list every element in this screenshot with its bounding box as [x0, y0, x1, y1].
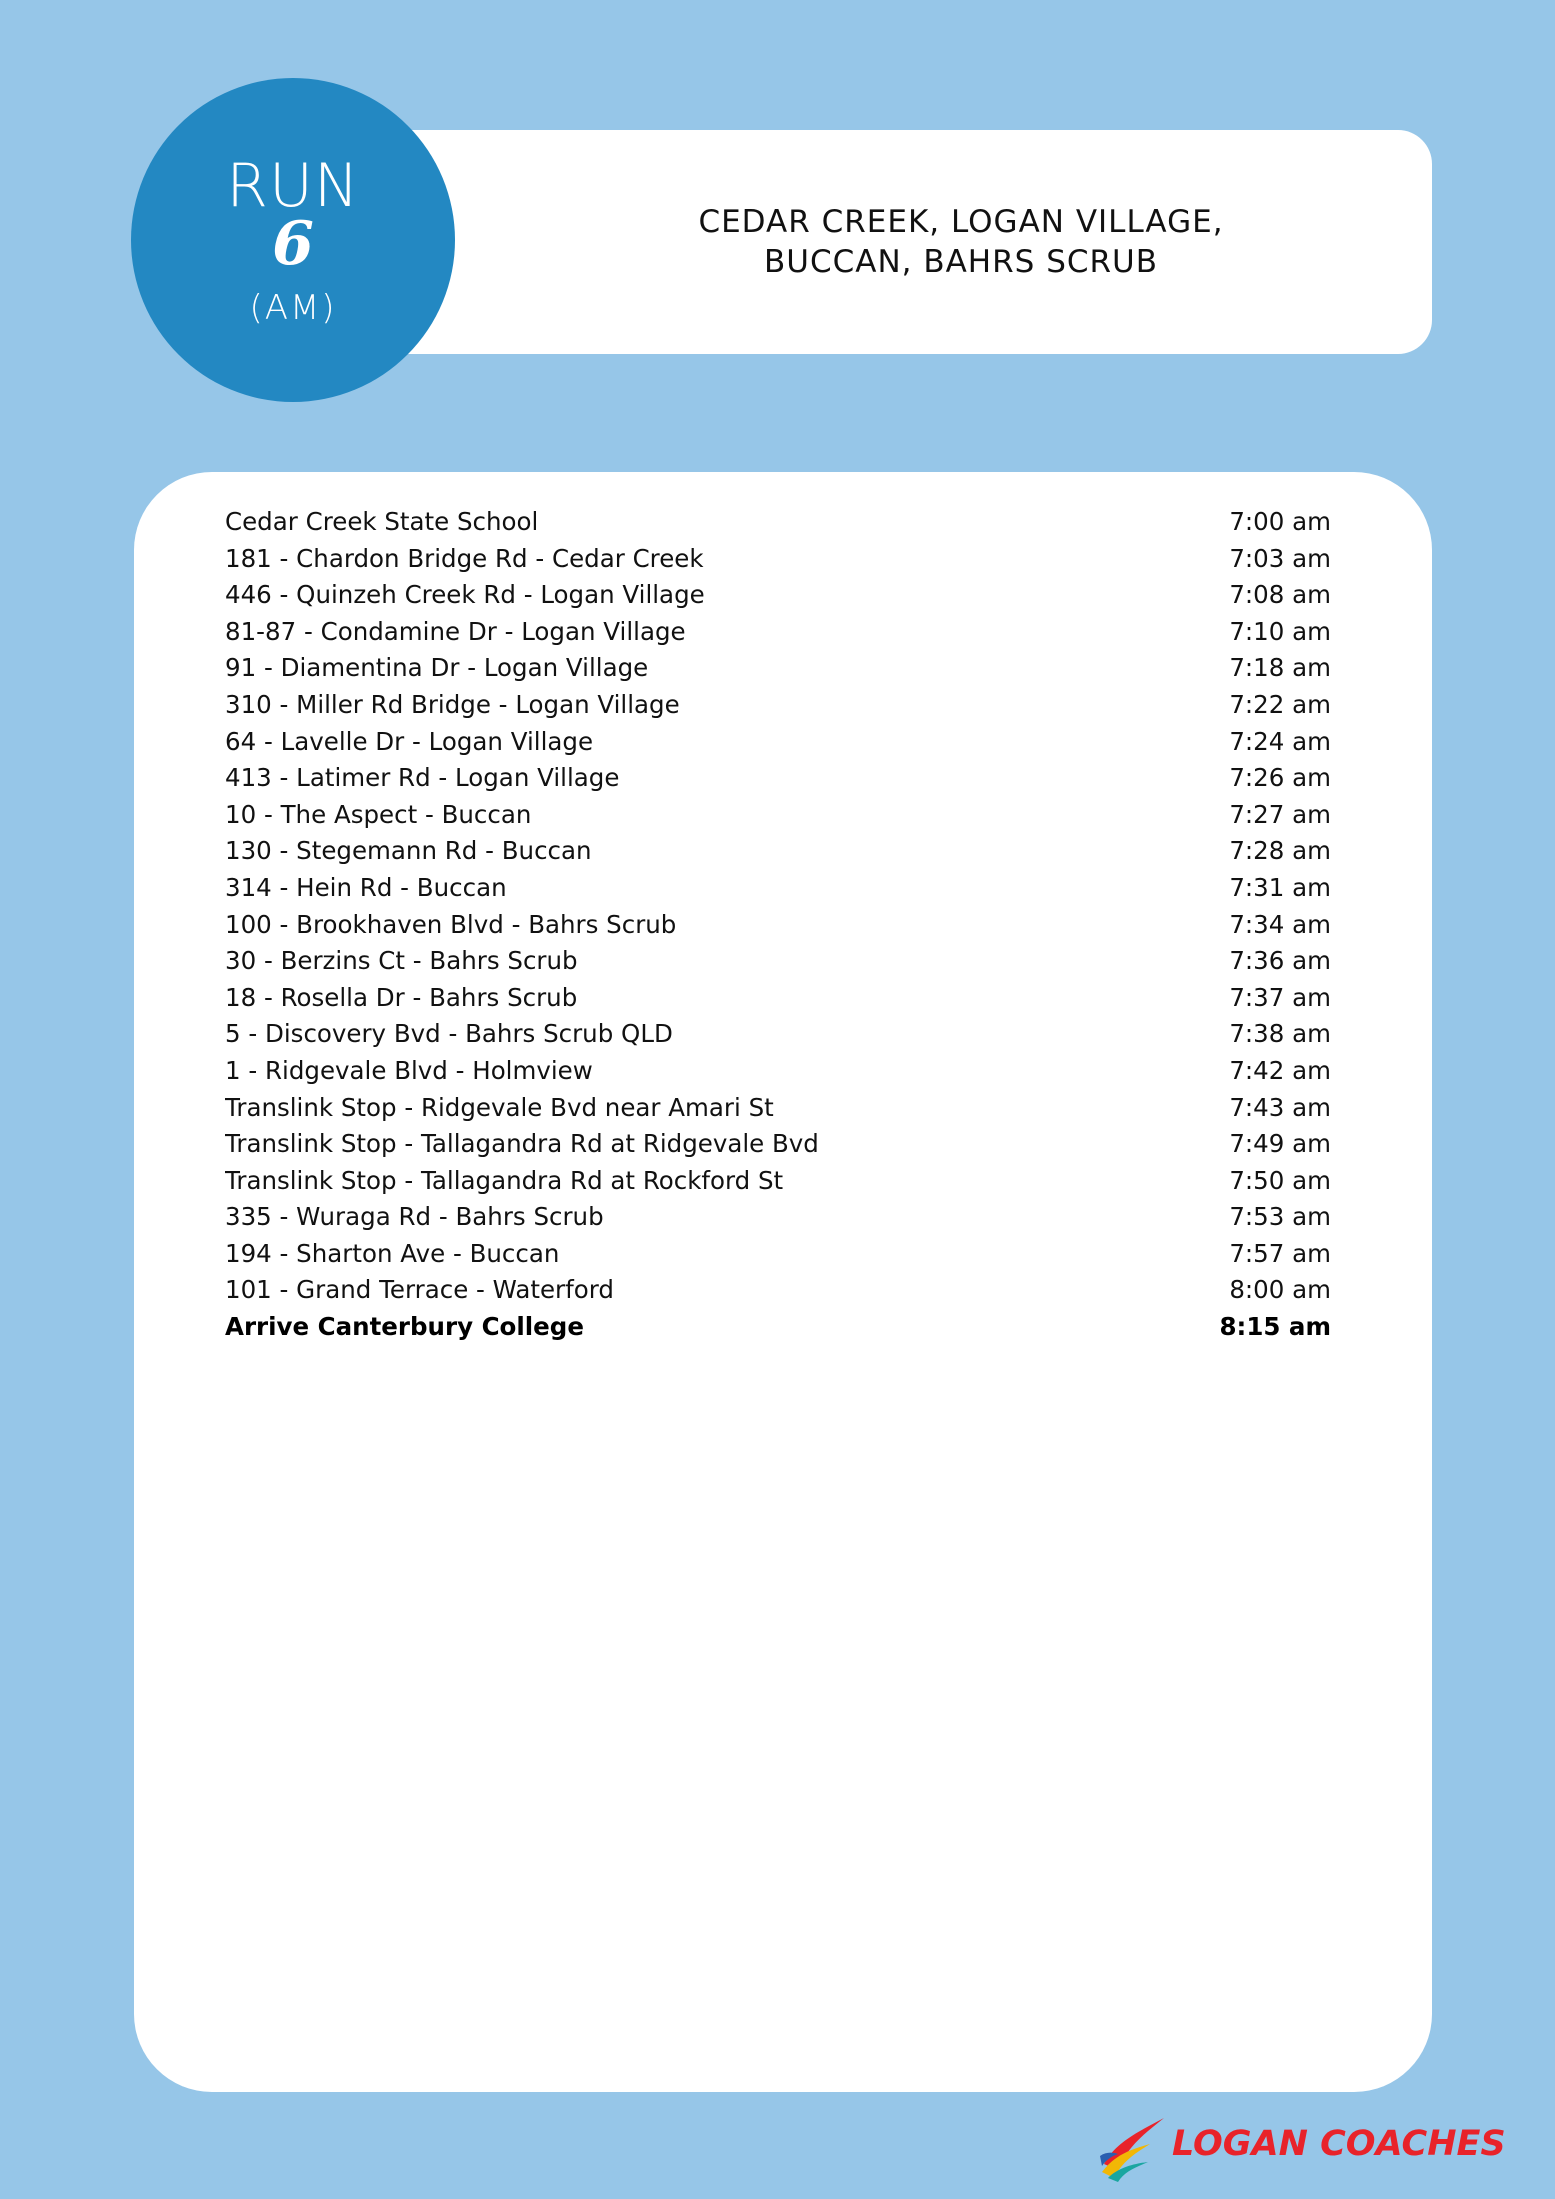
- stop-time: 7:00 am: [1229, 507, 1331, 536]
- stop-row: [225, 873, 1331, 910]
- logan-coaches-logo: [1098, 2112, 1540, 2182]
- stop-time: 7:18 am: [1229, 653, 1331, 683]
- stop-row: [225, 983, 1331, 1020]
- stop-row: [225, 836, 1331, 873]
- stop-time: 7:43 am: [1229, 1092, 1331, 1122]
- stop-name: 18 - Rosella Dr - Bahrs Scrub: [225, 982, 578, 1012]
- stop-row: [225, 946, 1331, 983]
- arrival-row: [225, 1312, 1331, 1349]
- stop-row: [225, 800, 1331, 837]
- stop-name: 64 - Lavelle Dr - Logan Village: [225, 726, 594, 756]
- stop-row: [225, 1239, 1331, 1276]
- stop-time: 7:36 am: [1229, 946, 1331, 976]
- stop-name: Cedar Creek State School: [225, 507, 539, 536]
- stop-row: [225, 727, 1331, 764]
- stop-name: 81-87 - Condamine Dr - Logan Village: [225, 616, 686, 646]
- stop-time: 7:08 am: [1229, 580, 1331, 610]
- stop-time: 7:26 am: [1229, 763, 1331, 793]
- stop-time: 8:00 am: [1229, 1275, 1331, 1305]
- arrival-time: 8:15 am: [1219, 1312, 1331, 1342]
- stop-name: Translink Stop - Ridgevale Bvd near Amari St: [225, 1092, 774, 1122]
- stop-name: 5 - Discovery Bvd - Bahrs Scrub QLD: [225, 1019, 673, 1049]
- run-period: (AM): [249, 288, 337, 328]
- stop-row: [225, 507, 1331, 544]
- stop-row: [225, 1093, 1331, 1130]
- stop-time: 7:03 am: [1229, 543, 1331, 573]
- stop-name: Translink Stop - Tallagandra Rd at Rockford St: [225, 1165, 784, 1195]
- stop-name: 413 - Latimer Rd - Logan Village: [225, 763, 620, 793]
- stop-name: Translink Stop - Tallagandra Rd at Ridgevale Bvd: [225, 1129, 819, 1159]
- stop-row: [225, 617, 1331, 654]
- swoosh-logo-icon: [1098, 2112, 1170, 2182]
- stop-name: 1 - Ridgevale Blvd - Holmview: [225, 1055, 593, 1085]
- stop-row: [225, 580, 1331, 617]
- stops-list: [225, 507, 1331, 1349]
- stop-time: 7:22 am: [1229, 689, 1331, 719]
- arrival-name: Arrive Canterbury College: [225, 1312, 584, 1342]
- stop-row: [225, 1202, 1331, 1239]
- stop-row: [225, 1056, 1331, 1093]
- logo-text: LOGAN COACHES: [1172, 2124, 1506, 2164]
- stop-row: [225, 653, 1331, 690]
- stop-time: 7:50 am: [1229, 1165, 1331, 1195]
- stop-row: [225, 690, 1331, 727]
- stop-time: 7:53 am: [1229, 1202, 1331, 1232]
- stop-name: 100 - Brookhaven Blvd - Bahrs Scrub: [225, 909, 677, 939]
- stop-name: 101 - Grand Terrace - Waterford: [225, 1275, 614, 1305]
- stop-time: 7:28 am: [1229, 836, 1331, 866]
- stop-time: 7:37 am: [1229, 982, 1331, 1012]
- stop-name: 181 - Chardon Bridge Rd - Cedar Creek: [225, 543, 704, 573]
- stop-row: [225, 1129, 1331, 1166]
- route-header-card: [340, 130, 1432, 354]
- route-title-line-1: CEDAR CREEK, LOGAN VILLAGE,: [698, 204, 1224, 240]
- stop-row: [225, 910, 1331, 947]
- run-label: RUN: [226, 151, 360, 221]
- stop-time: 7:49 am: [1229, 1129, 1331, 1159]
- stop-row: [225, 1275, 1331, 1312]
- stop-time: 7:27 am: [1229, 799, 1331, 829]
- stop-name: 194 - Sharton Ave - Buccan: [225, 1238, 560, 1268]
- stop-time: 7:31 am: [1229, 872, 1331, 902]
- stop-time: 7:10 am: [1229, 616, 1331, 646]
- stop-name: 335 - Wuraga Rd - Bahrs Scrub: [225, 1202, 604, 1232]
- stop-row: [225, 1166, 1331, 1203]
- stop-name: 446 - Quinzeh Creek Rd - Logan Village: [225, 580, 705, 610]
- route-title-line-2: BUCCAN, BAHRS SCRUB: [763, 244, 1159, 280]
- stop-row: [225, 763, 1331, 800]
- stop-time: 7:42 am: [1229, 1055, 1331, 1085]
- stop-time: 7:57 am: [1229, 1238, 1331, 1268]
- stop-name: 30 - Berzins Ct - Bahrs Scrub: [225, 946, 578, 976]
- stop-row: [225, 544, 1331, 581]
- run-badge: [131, 78, 455, 402]
- run-number: 6: [272, 209, 314, 279]
- stop-time: 7:34 am: [1229, 909, 1331, 939]
- stop-row: [225, 1019, 1331, 1056]
- stop-name: 314 - Hein Rd - Buccan: [225, 872, 507, 902]
- stop-time: 7:24 am: [1229, 726, 1331, 756]
- stop-name: 10 - The Aspect - Buccan: [225, 799, 532, 829]
- stop-name: 91 - Diamentina Dr - Logan Village: [225, 653, 649, 683]
- stop-name: 310 - Miller Rd Bridge - Logan Village: [225, 689, 680, 719]
- stop-time: 7:38 am: [1229, 1019, 1331, 1049]
- stop-name: 130 - Stegemann Rd - Buccan: [225, 836, 592, 866]
- route-title: [490, 202, 1432, 282]
- timetable-card: [134, 472, 1432, 2092]
